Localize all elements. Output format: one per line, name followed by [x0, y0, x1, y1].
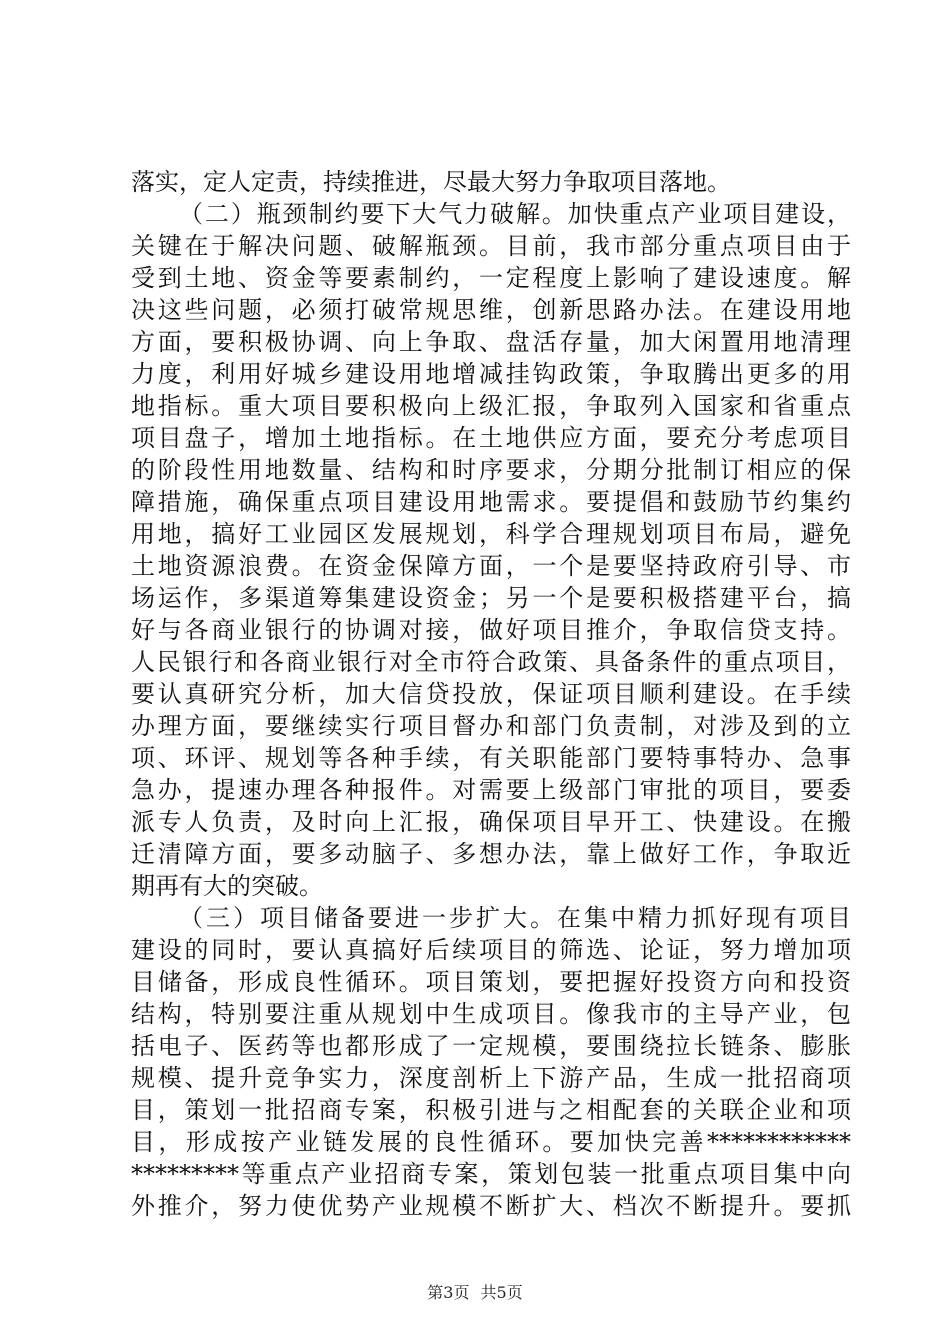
text-line: 急办，提速办理各种报件。对需要上级部门审批的项目，要委 [131, 776, 851, 804]
text-line: 的阶段性用地数量、结构和时序要求，分期分批制订相应的保 [131, 456, 851, 484]
text-line: 建设的同时，要认真搞好后续项目的筛选、论证，努力增加项 [131, 936, 851, 964]
text-line: 规模、提升竞争实力，深度剖析上下游产品，生成一批招商项 [131, 1064, 851, 1092]
text-line: 目，形成按产业链发展的良性循环。要加快完善************ [131, 1128, 851, 1156]
text-line: 好与各商业银行的协调对接，做好项目推介，争取信贷支持。 [131, 616, 851, 644]
text-line: 项、环评、规划等各种手续，有关职能部门要特事特办、急事 [131, 744, 851, 772]
text-line: 地指标。重大项目要积极向上级汇报，争取列入国家和省重点 [131, 392, 851, 420]
text-line: 要认真研究分析，加大信贷投放，保证项目顺利建设。在手续 [131, 680, 851, 708]
text-line: 外推介，努力使优势产业规模不断扩大、档次不断提升。要抓 [131, 1192, 851, 1220]
page-footer [0, 1282, 950, 1304]
text-line: （三）项目储备要进一步扩大。在集中精力抓好现有项目 [179, 904, 851, 932]
text-line: 障措施，确保重点项目建设用地需求。要提倡和鼓励节约集约 [131, 488, 851, 516]
text-line: *********等重点产业招商专案，策划包装一批重点项目集中向 [131, 1160, 851, 1188]
text-line: 迁清障方面，要多动脑子、多想办法，靠上做好工作，争取近 [131, 840, 851, 868]
text-line: 方面，要积极协调、向上争取、盘活存量，加大闲置用地清理 [131, 328, 851, 356]
text-line: 派专人负责，及时向上汇报，确保项目早开工、快建设。在搬 [131, 808, 851, 836]
page-total: 共5页 [480, 1283, 523, 1302]
text-line: 场运作，多渠道筹集建设资金；另一个是要积极搭建平台，搞 [131, 584, 851, 612]
body-text [131, 166, 851, 1222]
text-line: 办理方面，要继续实行项目督办和部门负责制，对涉及到的立 [131, 712, 851, 740]
text-line: 期再有大的突破。 [131, 872, 323, 900]
text-line: 落实，定人定责，持续推进，尽最大努力争取项目落地。 [131, 168, 731, 196]
text-line: 关键在于解决问题、破解瓶颈。目前，我市部分重点项目由于 [131, 232, 851, 260]
text-line: 括电子、医药等也都形成了一定规模，要围绕拉长链条、膨胀 [131, 1032, 851, 1060]
text-line: （二）瓶颈制约要下大气力破解。加快重点产业项目建设， [179, 200, 851, 228]
text-line: 用地，搞好工业园区发展规划，科学合理规划项目布局，避免 [131, 520, 851, 548]
text-line: 土地资源浪费。在资金保障方面，一个是要坚持政府引导、市 [131, 552, 851, 580]
text-line: 力度，利用好城乡建设用地增减挂钩政策，争取腾出更多的用 [131, 360, 851, 388]
text-line: 受到土地、资金等要素制约，一定程度上影响了建设速度。解 [131, 264, 851, 292]
text-line: 决这些问题，必须打破常规思维，创新思路办法。在建设用地 [131, 296, 851, 324]
text-line: 人民银行和各商业银行对全市符合政策、具备条件的重点项目， [131, 648, 851, 676]
text-line: 结构，特别要注重从规划中生成项目。像我市的主导产业，包 [131, 1000, 851, 1028]
page-number: 第3页 [427, 1283, 470, 1302]
text-line: 目，策划一批招商专案，积极引进与之相配套的关联企业和项 [131, 1096, 851, 1124]
text-line: 项目盘子，增加土地指标。在土地供应方面，要充分考虑项目 [131, 424, 851, 452]
text-line: 目储备，形成良性循环。项目策划，要把握好投资方向和投资 [131, 968, 851, 996]
